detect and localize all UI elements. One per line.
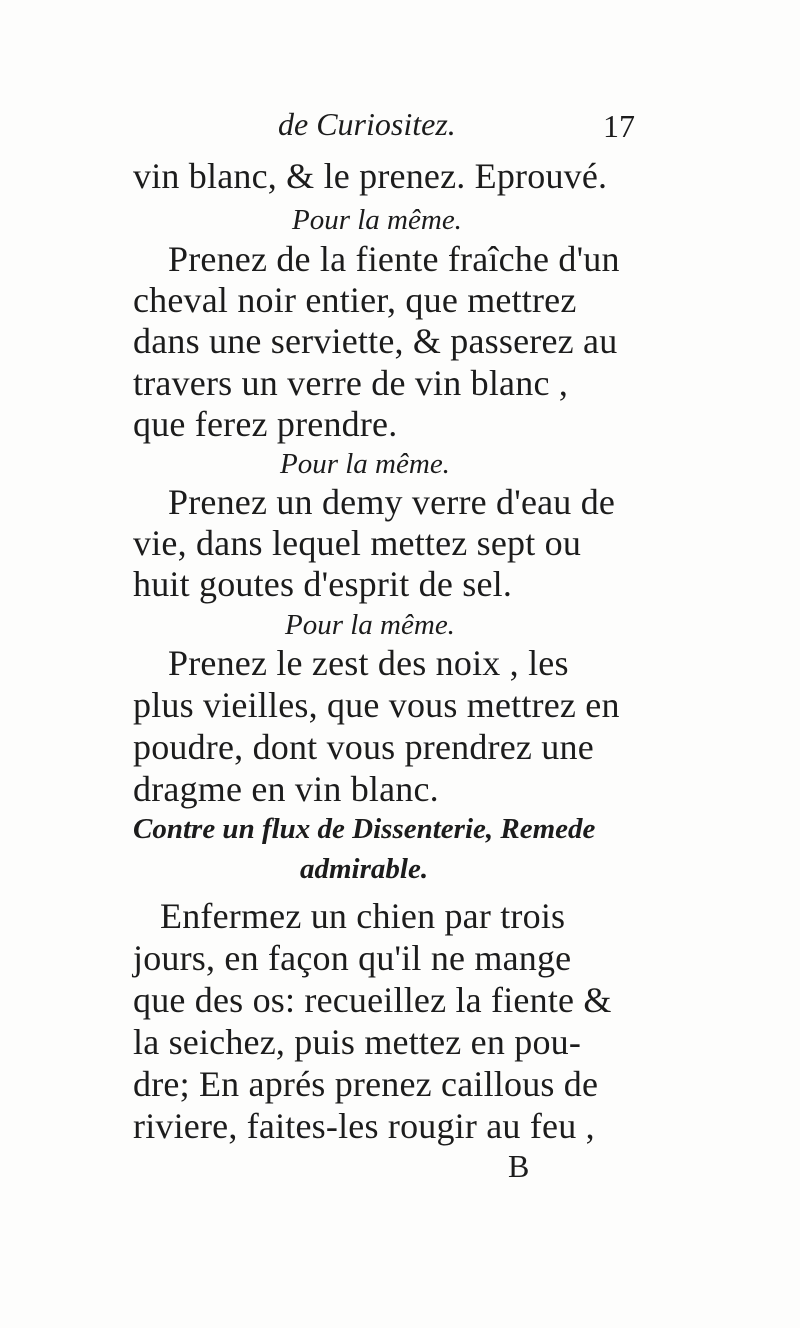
text-line: Enfermez un chien par trois xyxy=(160,896,566,936)
running-head-title: de Curiositez. xyxy=(278,106,456,142)
text-line: dragme en vin blanc. xyxy=(133,769,439,809)
text-line: cheval noir entier, que mettrez xyxy=(133,280,577,320)
section-heading: Pour la même. xyxy=(280,448,450,480)
text-line: poudre, dont vous prendrez une xyxy=(133,727,594,767)
text-line: que ferez prendre. xyxy=(133,404,398,444)
page-number: 17 xyxy=(603,108,635,144)
text-line: Prenez le zest des noix , les xyxy=(168,643,569,683)
signature-mark: B xyxy=(508,1148,530,1184)
text-line: dans une serviette, & passerez au xyxy=(133,321,618,361)
section-heading: Pour la même. xyxy=(292,204,462,236)
text-line: plus vieilles, que vous mettrez en xyxy=(133,685,620,725)
text-line: que des os: recueillez la fiente & xyxy=(133,980,612,1020)
text-line: riviere, faites-les rougir au feu , xyxy=(133,1106,595,1146)
section-heading: Pour la même. xyxy=(285,609,455,641)
section-heading-continued: admirable. xyxy=(300,853,429,885)
text-line: huit goutes d'esprit de sel. xyxy=(133,564,513,604)
text-line: vie, dans lequel mettez sept ou xyxy=(133,523,582,563)
text-line: la seichez, puis mettez en pou- xyxy=(133,1022,582,1062)
text-line: Prenez de la fiente fraîche d'un xyxy=(168,239,620,279)
text-line: travers un verre de vin blanc , xyxy=(133,363,569,403)
text-line: vin blanc, & le prenez. Eprouvé. xyxy=(133,156,608,196)
text-line: jours, en façon qu'il ne mange xyxy=(133,938,572,978)
text-line: dre; En aprés prenez caillous de xyxy=(133,1064,599,1104)
section-heading: Contre un flux de Dissenterie, Remede xyxy=(133,813,596,845)
text-line: Prenez un demy verre d'eau de xyxy=(168,482,616,522)
